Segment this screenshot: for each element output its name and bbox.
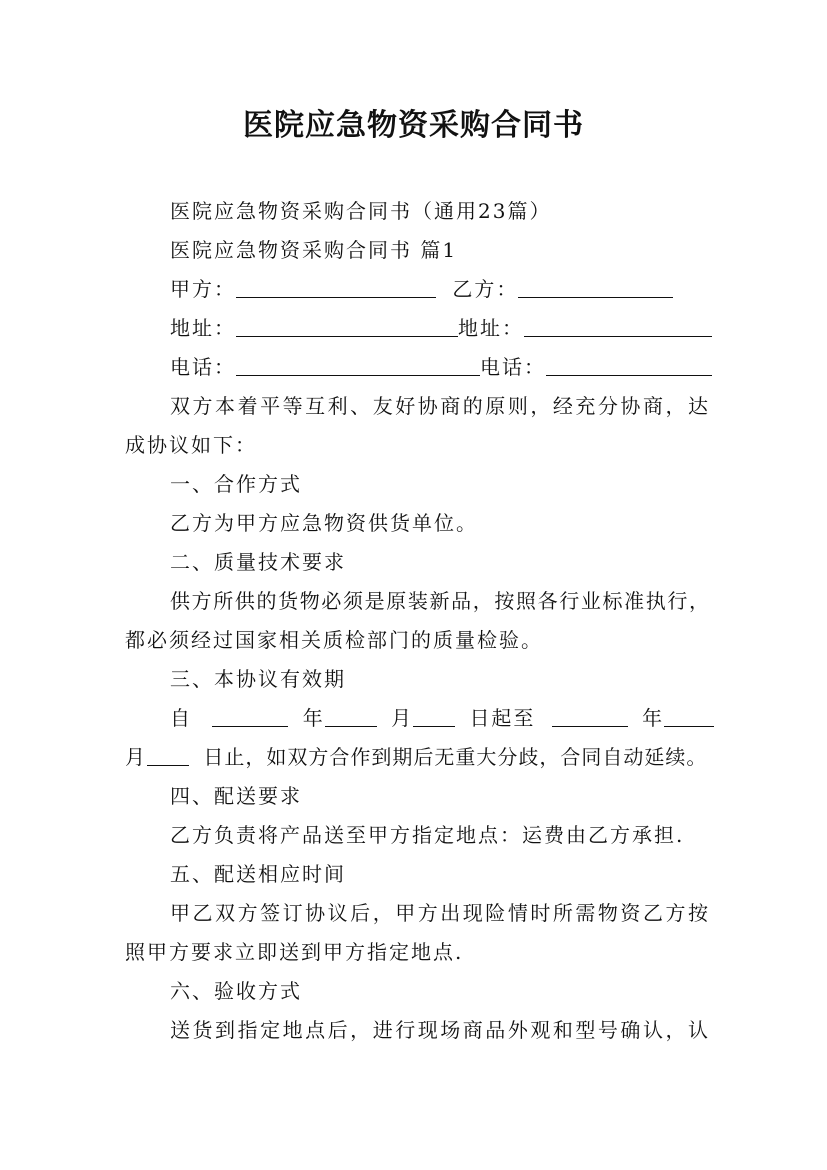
address-line [170,313,710,343]
address-a-blank [236,316,458,337]
end-month-label: 月 [125,745,147,769]
start-year-label: 年 [302,706,325,730]
section-3-heading: 三、本协议有效期 [170,667,346,691]
section-1-text: 乙方为甲方应急物资供货单位。 [170,511,478,535]
phone-a-label: 电话： [170,355,236,379]
end-month-blank [664,706,714,727]
section-4-text: 乙方负责将产品送至甲方指定地点：运费由乙方承担. [170,823,685,847]
section-3-date-line-1 [170,703,710,733]
start-day-blank [413,706,455,727]
address-b-label: 地址： [458,316,524,340]
date-from: 自 [170,706,192,730]
subtitle: 医院应急物资采购合同书（通用23篇） [170,199,552,223]
section-2-line-1: 供方所供的货物必须是原装新品，按照各行业标准执行， [170,589,710,613]
section-4-heading: 四、配送要求 [170,784,302,808]
section-1-heading: 一、合作方式 [170,472,302,496]
end-year-label: 年 [642,706,665,730]
party-b-blank [518,277,673,298]
intro-line-2: 成协议如下： [125,433,257,457]
section-2-heading: 二、质量技术要求 [170,550,346,574]
start-month-blank [325,706,377,727]
section-5-line-2: 照甲方要求立即送到甲方指定地点. [125,940,464,964]
section-6-heading: 六、验收方式 [170,979,302,1003]
section-3-date-line-2 [125,742,708,772]
start-month-label: 月 [391,706,414,730]
phone-b-blank [546,355,712,376]
party-a-blank [236,277,436,298]
section-5-heading: 五、配送相应时间 [170,862,346,886]
intro-line-1: 双方本着平等互利、友好协商的原则，经充分协商，达 [170,394,710,418]
section-6-line-1: 送货到指定地点后，进行现场商品外观和型号确认，认 [170,1018,710,1042]
address-b-blank [524,316,712,337]
phone-line [170,352,710,382]
party-line [170,274,710,304]
document-title: 医院应急物资采购合同书 [243,108,584,143]
party-b-label: 乙方： [452,277,519,301]
phone-a-blank [236,355,480,376]
end-day-text: 日止，如双方合作到期后无重大分歧，合同自动延续。 [203,745,708,769]
end-year-blank [552,706,628,727]
start-day-label: 日起至 [469,706,536,730]
section-5-line-1: 甲乙双方签订协议后，甲方出现险情时所需物资乙方按 [170,901,710,925]
section-2-line-2: 都必须经过国家相关质检部门的质量检验。 [125,628,543,652]
start-year-blank [212,706,288,727]
party-a-label: 甲方： [170,277,236,301]
phone-b-label: 电话： [480,355,546,379]
part-heading: 医院应急物资采购合同书 篇1 [170,238,458,262]
end-day-blank [147,745,189,766]
address-a-label: 地址： [170,316,236,340]
